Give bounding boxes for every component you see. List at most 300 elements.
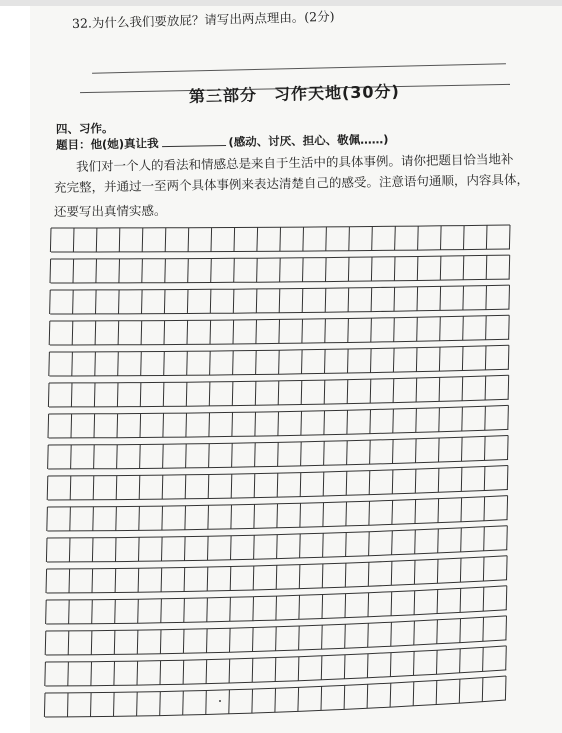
grid-cell-divider	[299, 595, 300, 619]
grid-cell-divider	[140, 414, 141, 438]
section-title: 第三部分 习作天地(30分)	[188, 81, 401, 106]
grid-cell-divider	[391, 561, 392, 585]
grid-cell-divider	[161, 568, 162, 592]
grid-cell-divider	[416, 378, 417, 402]
grid-cell-divider	[231, 474, 232, 498]
grid-cell-divider	[440, 317, 441, 341]
grid-cell-divider	[45, 631, 46, 655]
grid-cell-divider	[230, 597, 231, 621]
grid-cell-divider	[460, 558, 461, 582]
grid-cell-divider	[164, 290, 165, 314]
grid-cell-divider	[117, 445, 118, 469]
grid-cell-divider	[418, 226, 419, 250]
grid-cell-divider	[369, 532, 370, 556]
grid-cell-divider	[462, 377, 463, 401]
grid-cell-divider	[349, 227, 350, 251]
grid-cell-divider	[115, 600, 116, 624]
grid-row	[48, 405, 508, 438]
grid-cell-divider	[395, 226, 396, 250]
grid-cell-divider	[92, 600, 93, 624]
grid-cell-divider	[232, 443, 233, 467]
grid-cell-divider	[414, 621, 415, 645]
grid-cell-divider	[47, 476, 48, 500]
grid-cell-divider	[142, 259, 143, 283]
grid-cell-divider	[91, 693, 92, 717]
grid-cell-divider	[95, 321, 96, 345]
grid-cell-divider	[165, 228, 166, 252]
grid-cell-divider	[486, 255, 487, 279]
grid-cell-divider	[485, 376, 486, 400]
grid-cell-divider	[370, 410, 371, 434]
grid-cell-divider	[139, 475, 140, 499]
grid-cell-divider	[325, 319, 326, 343]
grid-cell-divider	[461, 528, 462, 552]
grid-cell-divider	[91, 662, 92, 686]
grid-cell-divider	[440, 286, 441, 310]
grid-cell-divider	[70, 507, 71, 531]
grid-cell-divider	[253, 597, 254, 621]
grid-cell-divider	[299, 565, 300, 589]
part-label: 四、习作。	[55, 121, 114, 136]
grid-cell-divider	[253, 628, 254, 652]
grid-cell-divider	[298, 657, 299, 681]
grid-cell-divider	[69, 600, 70, 624]
grid-cell-divider	[142, 228, 143, 252]
grid-cell-divider	[94, 414, 95, 438]
grid-cell-divider	[234, 228, 235, 252]
instruction-line-1: 我们对一个人的看法和情感总是来自于生活中的具体事例。请你把题目恰当地补	[75, 151, 514, 174]
grid-cell-divider	[277, 473, 278, 497]
grid-cell-divider	[299, 626, 300, 650]
grid-cell-divider	[486, 316, 487, 340]
grid-cell-divider	[438, 529, 439, 553]
grid-cell-divider	[208, 475, 209, 499]
grid-cell-divider	[209, 444, 210, 468]
grid-cell-divider	[508, 345, 509, 369]
grid-cell-divider	[142, 290, 143, 314]
grid-cell-divider	[369, 501, 370, 525]
grid-cell-divider	[463, 316, 464, 340]
grid-cell-divider	[93, 476, 94, 500]
grid-cell-divider	[437, 590, 438, 614]
grid-cell-divider	[322, 564, 323, 588]
question-32: 32.为什么我们要放屁？请写出两点理由。(2分)	[71, 8, 335, 31]
grid-cell-divider	[275, 688, 276, 712]
grid-cell-divider	[483, 647, 484, 671]
grid-cell-divider	[276, 627, 277, 651]
grid-cell-divider	[138, 568, 139, 592]
grid-cell-divider	[252, 658, 253, 682]
grid-cell-divider	[137, 692, 138, 716]
grid-row	[49, 315, 509, 345]
grid-cell-divider	[279, 319, 280, 343]
grid-cell-divider	[348, 319, 349, 343]
grid-cell-divider	[485, 406, 486, 430]
grid-cell-divider	[73, 259, 74, 283]
grid-cell-divider	[210, 351, 211, 375]
grid-cell-divider	[68, 662, 69, 686]
grid-cell-divider	[50, 228, 51, 252]
grid-cell-divider	[161, 599, 162, 623]
grid-cell-divider	[393, 379, 394, 403]
grid-cell-divider	[346, 471, 347, 495]
grid-cell-divider	[96, 259, 97, 283]
grid-cell-divider	[119, 228, 120, 252]
grid-cell-divider	[463, 286, 464, 310]
grid-cell-divider	[50, 290, 51, 314]
grid-cell-divider	[394, 287, 395, 311]
grid-cell-divider	[187, 351, 188, 375]
grid-cell-divider	[347, 441, 348, 465]
grid-cell-divider	[72, 321, 73, 345]
grid-cell-divider	[486, 286, 487, 310]
topic-prefix: 题目：他(她)真让我	[55, 136, 159, 152]
grid-cell-divider	[507, 466, 508, 490]
grid-cell-divider	[232, 382, 233, 406]
grid-cell-divider	[344, 685, 345, 709]
grid-row	[50, 255, 510, 283]
grid-cell-divider	[210, 289, 211, 313]
grid-cell-divider	[348, 257, 349, 281]
grid-cell-divider	[232, 412, 233, 436]
grid-cell-divider	[69, 569, 70, 593]
grid-cell-divider	[367, 684, 368, 708]
grid-cell-divider	[91, 631, 92, 655]
grid-cell-divider	[506, 646, 507, 670]
grid-cell-divider	[507, 526, 508, 550]
grid-cell-divider	[233, 351, 234, 375]
grid-cell-divider	[391, 592, 392, 616]
grid-cell-divider	[483, 617, 484, 641]
topic-options: (感动、讨厌、担心、敬佩……)	[228, 132, 389, 149]
grid-cell-divider	[348, 349, 349, 373]
grid-cell-divider	[234, 258, 235, 282]
grid-cell-divider	[509, 225, 510, 249]
grid-cell-divider	[72, 352, 73, 376]
grid-cell-divider	[140, 383, 141, 407]
grid-cell-divider	[160, 661, 161, 685]
grid-cell-divider	[439, 408, 440, 432]
grid-cell-divider	[68, 693, 69, 717]
grid-cell-divider	[438, 468, 439, 492]
grid-cell-divider	[257, 227, 258, 251]
grid-cell-divider	[393, 348, 394, 372]
grid-cell-divider	[116, 476, 117, 500]
grid-cell-divider	[321, 686, 322, 710]
grid-cell-divider	[485, 346, 486, 370]
grid-cell-divider	[137, 630, 138, 654]
grid-cell-divider	[96, 228, 97, 252]
grid-cell-divider	[71, 414, 72, 438]
grid-cell-divider	[207, 567, 208, 591]
grid-cell-divider	[371, 318, 372, 342]
grid-cell-divider	[345, 563, 346, 587]
grid-cell-divider	[460, 649, 461, 673]
grid-cell-divider	[372, 227, 373, 251]
grid-cell-divider	[207, 629, 208, 653]
grid-cell-divider	[231, 536, 232, 560]
grid-cell-divider	[414, 560, 415, 584]
grid-cell-divider	[300, 473, 301, 497]
grid-cell-divider	[347, 380, 348, 404]
grid-cell-divider	[255, 412, 256, 436]
grid-cell-divider	[211, 228, 212, 252]
grid-row	[48, 436, 509, 470]
grid-cell-divider	[73, 290, 74, 314]
grid-cell-divider	[230, 567, 231, 591]
grid-cell-divider	[46, 569, 47, 593]
grid-cell-divider	[439, 377, 440, 401]
grid-cell-divider	[371, 288, 372, 312]
grid-cell-divider	[114, 630, 115, 654]
grid-cell-divider	[462, 407, 463, 431]
grid-cell-divider	[275, 658, 276, 682]
grid-cell-divider	[69, 538, 70, 562]
grid-cell-divider	[302, 319, 303, 343]
grid-cell-divider	[138, 599, 139, 623]
grid-cell-divider	[392, 500, 393, 524]
grid-cell-divider	[370, 379, 371, 403]
grid-cell-divider	[346, 533, 347, 557]
grid-cell-divider	[68, 631, 69, 655]
grid-cell-divider	[416, 439, 417, 463]
instruction-line-3: 还要写出真情实感。	[53, 202, 167, 219]
grid-cell-divider	[368, 562, 369, 586]
grid-cell-divider	[186, 382, 187, 406]
grid-cell-divider	[417, 317, 418, 341]
grid-cell-divider	[278, 381, 279, 405]
grid-cell-divider	[462, 437, 463, 461]
grid-cell-divider	[417, 287, 418, 311]
grid-cell-divider	[207, 598, 208, 622]
grid-cell-divider	[48, 445, 49, 469]
grid-cell-divider	[393, 409, 394, 433]
grid-cell-divider	[325, 288, 326, 312]
grid-cell-divider	[346, 502, 347, 526]
grid-row	[47, 496, 508, 531]
grid-cell-divider	[117, 414, 118, 438]
grid-cell-divider	[254, 474, 255, 498]
grid-cell-divider	[209, 413, 210, 437]
grid-cell-divider	[325, 349, 326, 373]
grid-cell-divider	[71, 383, 72, 407]
grid-cell-divider	[394, 257, 395, 281]
grid-cell-divider	[160, 630, 161, 654]
grid-cell-divider	[229, 659, 230, 683]
grid-cell-divider	[164, 352, 165, 376]
grid-cell-divider	[280, 258, 281, 282]
grid-cell-divider	[46, 600, 47, 624]
grid-cell-divider	[141, 352, 142, 376]
grid-row	[50, 285, 510, 314]
grid-cell-divider	[210, 320, 211, 344]
grid-cell-divider	[303, 258, 304, 282]
grid-cell-divider	[323, 533, 324, 557]
grid-cell-divider	[462, 347, 463, 371]
grid-cell-divider	[415, 530, 416, 554]
grid-cell-divider	[483, 587, 484, 611]
grid-cell-divider	[279, 289, 280, 313]
grid-cell-divider	[163, 413, 164, 437]
grid-cell-divider	[345, 594, 346, 618]
grid-cell-divider	[49, 352, 50, 376]
grid-cell-divider	[507, 556, 508, 580]
grid-cell-divider	[48, 383, 49, 407]
grid-cell-divider	[253, 566, 254, 590]
grid-cell-divider	[186, 413, 187, 437]
grid-cell-divider	[484, 497, 485, 521]
grid-cell-divider	[252, 689, 253, 713]
grid-row	[46, 526, 507, 562]
grid-cell-divider	[255, 381, 256, 405]
grid-cell-divider	[323, 503, 324, 527]
grid-cell-divider	[391, 622, 392, 646]
grid-cell-divider	[46, 538, 47, 562]
grid-cell-divider	[326, 258, 327, 282]
grid-cell-divider	[95, 352, 96, 376]
grid-cell-divider	[163, 382, 164, 406]
grid-cell-divider	[280, 227, 281, 251]
grid-cell-divider	[393, 440, 394, 464]
grid-cell-divider	[116, 507, 117, 531]
grid-cell-divider	[49, 321, 50, 345]
grid-cell-divider	[301, 411, 302, 435]
grid-cell-divider	[413, 682, 414, 706]
grid-cell-divider	[321, 656, 322, 680]
grid-cell-divider	[183, 660, 184, 684]
grid-cell-divider	[208, 505, 209, 529]
grid-cell-divider	[96, 290, 97, 314]
grid-cell-divider	[439, 438, 440, 462]
grid-cell-divider	[139, 537, 140, 561]
grid-cell-divider	[368, 593, 369, 617]
grid-cell-divider	[485, 436, 486, 460]
grid-cell-divider	[254, 535, 255, 559]
grid-cell-divider	[483, 557, 484, 581]
grid-cell-divider	[415, 500, 416, 524]
grid-cell-divider	[369, 471, 370, 495]
grid-cell-divider	[278, 412, 279, 436]
grid-cell-divider	[484, 467, 485, 491]
grid-cell-divider	[256, 351, 257, 375]
grid-cell-divider	[254, 504, 255, 528]
grid-cell-divider	[255, 443, 256, 467]
grid-cell-divider	[48, 414, 49, 438]
grid-cell-divider	[256, 289, 257, 313]
grid-cell-divider	[441, 226, 442, 250]
grid-cell-divider	[183, 629, 184, 653]
grid-cell-divider	[300, 503, 301, 527]
grid-cell-divider	[162, 506, 163, 530]
grid-cell-divider	[302, 289, 303, 313]
grid-cell-divider	[277, 504, 278, 528]
grid-cell-divider	[415, 469, 416, 493]
grid-cell-divider	[392, 531, 393, 555]
grid-cell-divider	[347, 410, 348, 434]
grid-cell-divider	[114, 661, 115, 685]
grid-cell-divider	[460, 588, 461, 612]
grid-cell-divider	[324, 380, 325, 404]
instruction-line-2: 充完整，并通过一至两个具体事例来表达清楚自己的感受。注意语句通顺，内容具体，	[53, 171, 530, 195]
grid-cell-divider	[302, 350, 303, 374]
grid-cell-divider	[233, 320, 234, 344]
grid-cell-divider	[71, 445, 72, 469]
grid-cell-divider	[185, 475, 186, 499]
grid-cell-divider	[70, 476, 71, 500]
grid-cell-divider	[461, 498, 462, 522]
grid-cell-divider	[92, 569, 93, 593]
grid-cell-divider	[344, 655, 345, 679]
grid-cell-divider	[301, 442, 302, 466]
grid-row	[47, 466, 508, 501]
grid-cell-divider	[463, 256, 464, 280]
grid-cell-divider	[348, 288, 349, 312]
grid-row	[48, 375, 508, 407]
grid-cell-divider	[141, 321, 142, 345]
grid-cell-divider	[416, 348, 417, 372]
grid-cell-divider	[208, 536, 209, 560]
grid-cell-divider	[184, 568, 185, 592]
grid-cell-divider	[185, 537, 186, 561]
grid-cell-divider	[114, 692, 115, 716]
grid-cell-divider	[165, 259, 166, 283]
grid-cell-divider	[416, 408, 417, 432]
grid-cell-divider	[324, 411, 325, 435]
grid-cell-divider	[44, 693, 45, 717]
grid-cell-divider	[119, 259, 120, 283]
grid-cell-divider	[188, 259, 189, 283]
grid-cell-divider	[163, 444, 164, 468]
grid-cell-divider	[438, 499, 439, 523]
grid-cell-divider	[279, 350, 280, 374]
grid-cell-divider	[322, 595, 323, 619]
grid-cell-divider	[160, 692, 161, 716]
grid-row	[49, 345, 509, 376]
grid-cell-divider	[137, 661, 138, 685]
grid-cell-divider	[301, 381, 302, 405]
grid-cell-divider	[394, 318, 395, 342]
grid-cell-divider	[303, 227, 304, 251]
grid-cell-divider	[300, 534, 301, 558]
grid-cell-divider	[486, 225, 487, 249]
grid-cell-divider	[414, 651, 415, 675]
grid-cell-divider	[94, 445, 95, 469]
grid-cell-divider	[94, 383, 95, 407]
grid-cell-divider	[440, 256, 441, 280]
grid-cell-divider	[162, 537, 163, 561]
grid-cell-divider	[460, 619, 461, 643]
grid-cell-divider	[417, 257, 418, 281]
grid-cell-divider	[437, 650, 438, 674]
grid-cell-divider	[509, 255, 510, 279]
grid-cell-divider	[370, 440, 371, 464]
grid-cell-divider	[187, 290, 188, 314]
grid-cell-divider	[116, 538, 117, 562]
grid-cell-divider	[324, 441, 325, 465]
grid-cell-divider	[188, 228, 189, 252]
grid-cell-divider	[506, 616, 507, 640]
grid-cell-divider	[390, 683, 391, 707]
grid-cell-divider	[414, 591, 415, 615]
grid-cell-divider	[206, 691, 207, 715]
grid-cell-divider	[508, 375, 509, 399]
grid-cell-divider	[118, 352, 119, 376]
grid-cell-divider	[506, 586, 507, 610]
grid-cell-divider	[439, 347, 440, 371]
grid-cell-divider	[211, 259, 212, 283]
grid-cell-divider	[371, 257, 372, 281]
grid-cell-divider	[345, 624, 346, 648]
